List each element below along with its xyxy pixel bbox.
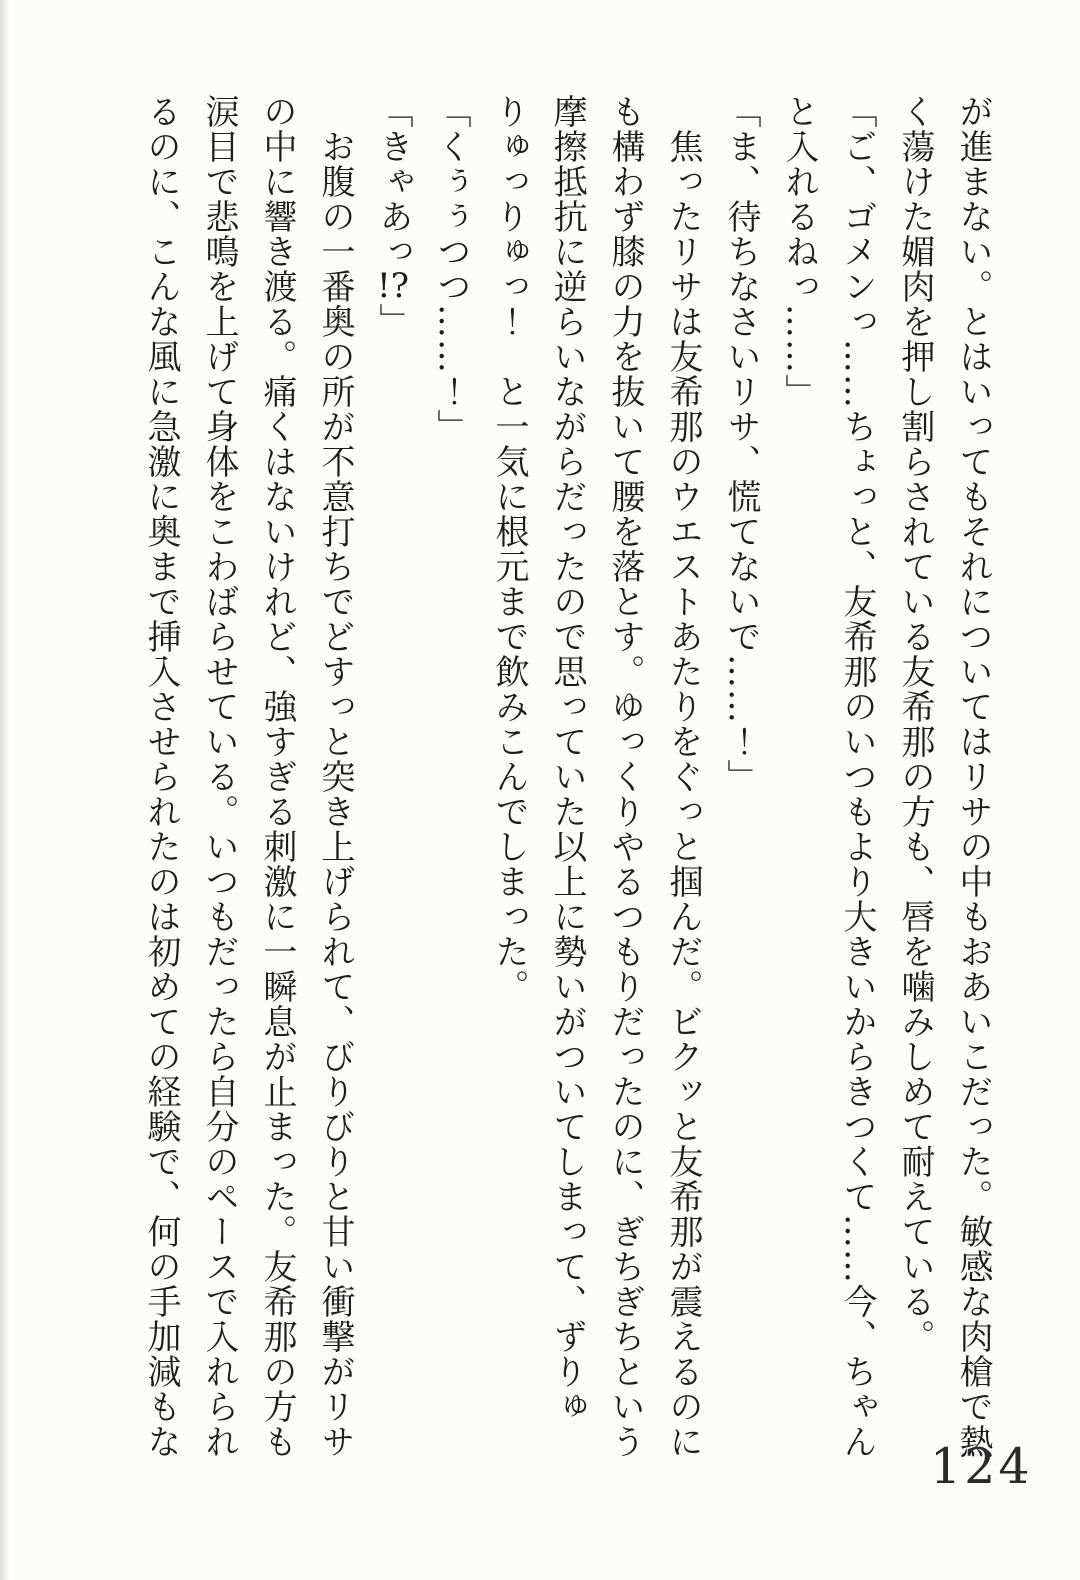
- text-line-15: るのに、こんな風に急激に奥まで挿入させられたのは初めての経験で、何の手加減もな: [141, 94, 181, 1459]
- text-line-6: 焦ったリサは友希那のウエストあたりをぐっと掴んだ。ビクッと友希那が震えるのに: [663, 94, 703, 1459]
- text-line-7: も構わず膝の力を抜いて腰を落とす。ゆっくりやるつもりだったのに、ぎちぎちという: [605, 94, 645, 1459]
- text-line-9: りゅっりゅっ！ と一気に根元まで飲みこんでしまった。: [489, 94, 529, 1004]
- text-line-8: 摩擦抵抗に逆らいながらだったので思っていた以上に勢いがついてしまって、ずりゅ: [547, 94, 587, 1424]
- text-line-5: 「ま、待ちなさいリサ、慌てないで……！」: [721, 94, 761, 794]
- exclamation-question-mark: !?: [377, 269, 409, 303]
- page-number: 124: [930, 1438, 1033, 1495]
- text-line-1: が進まない。とはいってもそれについてはリサの中もおあいこだった。敏感な肉槍で熱: [953, 94, 993, 1459]
- vertical-text-block: [132, 94, 1002, 1494]
- text-line-14: 涙目で悲鳴を上げて身体をこわばらせている。いつもだったら自分のペースで入れられ: [199, 94, 239, 1459]
- text-line-11: 「きゃあっ!?」: [373, 94, 413, 338]
- text-line-3: 「ご、ゴメンっ……ちょっと、友希那のいつもより大きいからきつくて……今、ちゃん: [837, 94, 877, 1459]
- text-line-10: 「くぅぅつつ……！」: [431, 94, 471, 444]
- text-line-13: の中に響き渡る。痛くはないけれど、強すぎる刺激に一瞬息が止まった。友希那の方も: [257, 94, 297, 1459]
- text-line-2: く蕩けた媚肉を押し割らされている友希那の方も、唇を噛みしめて耐えている。: [895, 94, 935, 1354]
- text-line-4: と入れるねっ……」: [779, 94, 819, 409]
- text-line-12: お腹の一番奥の所が不意打ちでどすっと突き上げられて、びりびりと甘い衝撃がリサ: [315, 94, 355, 1459]
- scan-edge-shading: [0, 0, 10, 1580]
